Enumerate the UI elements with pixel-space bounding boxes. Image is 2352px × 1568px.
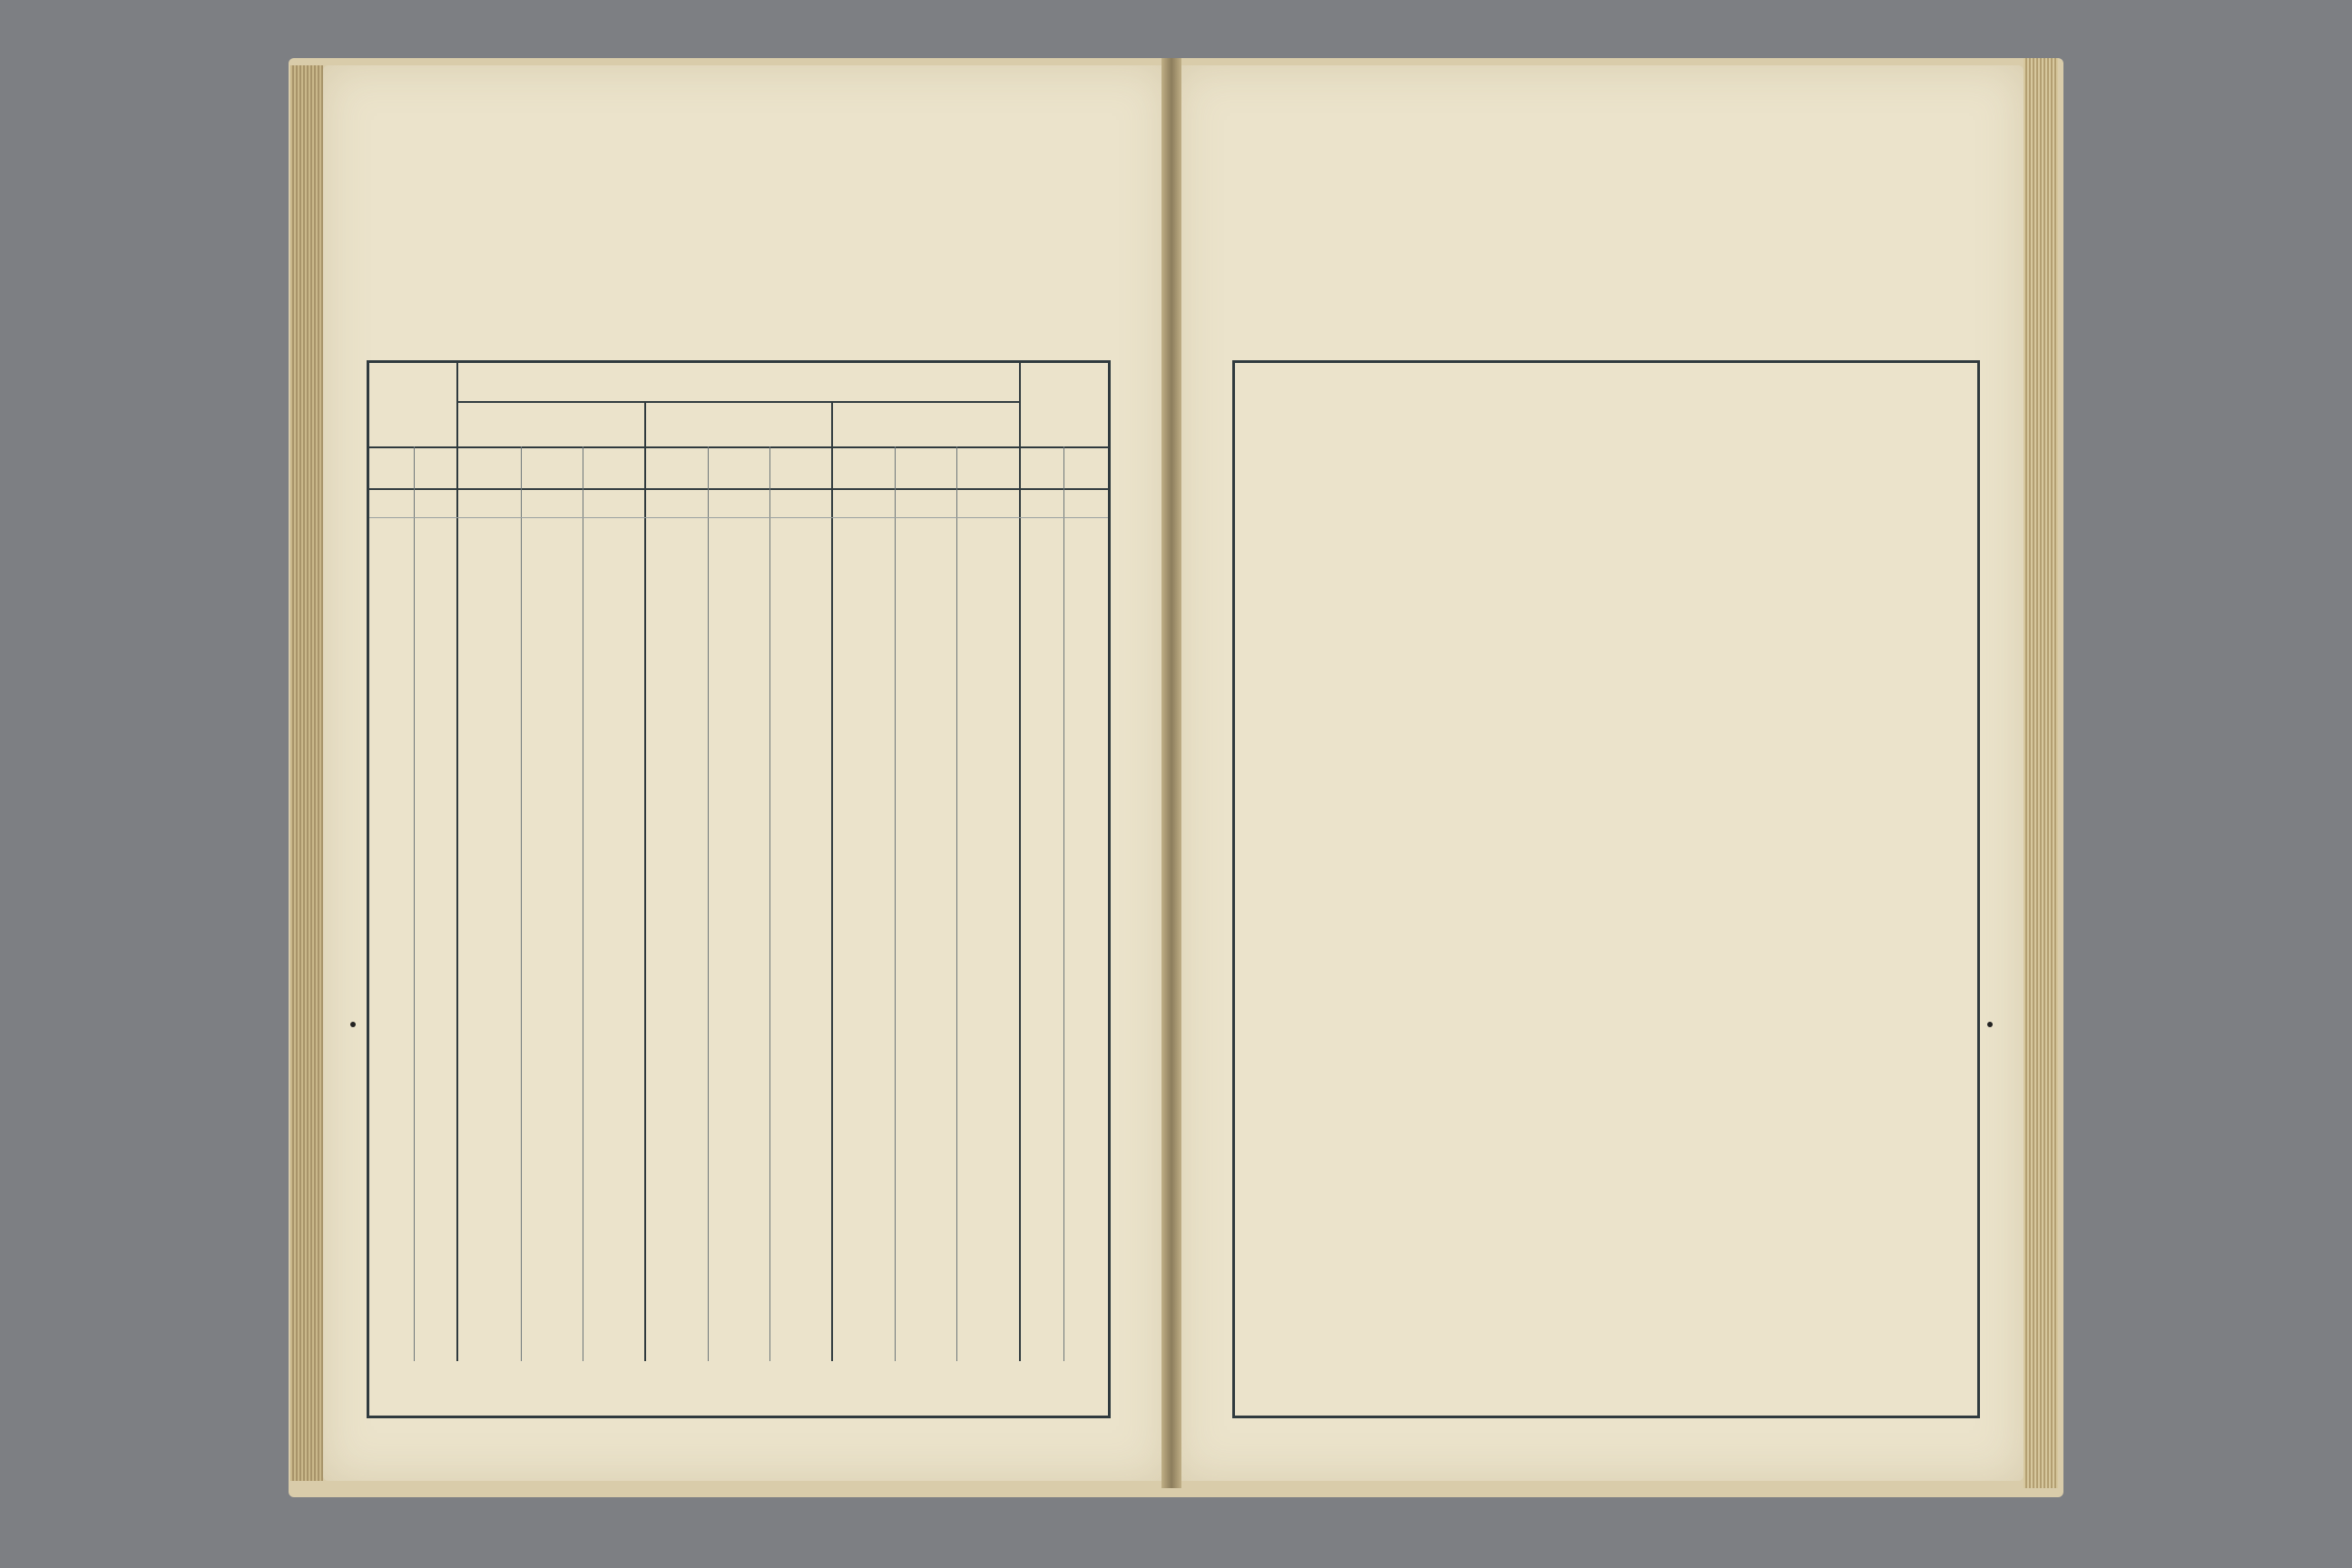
book-gutter (1161, 58, 1181, 1488)
table-cell (521, 490, 583, 517)
unit-header-cell (708, 448, 770, 488)
equation-group-label (833, 403, 1019, 445)
table-cell (369, 490, 414, 517)
table-cell (1019, 490, 1063, 517)
table-cell (769, 490, 832, 517)
table-cell (414, 490, 458, 517)
table-cell (895, 490, 957, 517)
unit-header-cell (1019, 448, 1063, 488)
table-cell (832, 490, 895, 517)
unit-header-cell (1063, 448, 1108, 488)
unit-header-cell (956, 448, 1019, 488)
right-table (1232, 360, 1980, 1418)
unit-header-cell (769, 448, 832, 488)
unit-header-cell (895, 448, 957, 488)
unit-header-row (369, 446, 1108, 490)
table-cell (1063, 490, 1108, 517)
unit-header-cell (832, 448, 895, 488)
header-yin-shu-right (1019, 363, 1108, 445)
table-cell (956, 490, 1019, 517)
equation-groups (458, 403, 1019, 445)
page-edges-left (290, 65, 323, 1481)
table-cell (708, 490, 770, 517)
table-cell (458, 490, 521, 517)
unit-header-cell (583, 448, 645, 488)
page-edges-right (2024, 58, 2058, 1488)
table-cell (583, 490, 645, 517)
unit-header-cell (645, 448, 708, 488)
binding-dot-right (1987, 1022, 1993, 1027)
unit-header-cell (521, 448, 583, 488)
unit-header-cell (369, 448, 414, 488)
binding-dot-left (350, 1022, 356, 1027)
unit-header-cell (414, 448, 458, 488)
table-cell (645, 490, 708, 517)
table-body (369, 490, 1108, 1361)
unit-header-cell (458, 448, 521, 488)
equation-group-label (646, 403, 834, 445)
table-row (369, 490, 1108, 518)
equation-group-label (458, 403, 646, 445)
header-yin-shu-left (369, 363, 458, 445)
palace-title (458, 363, 1019, 403)
left-table (367, 360, 1111, 1418)
